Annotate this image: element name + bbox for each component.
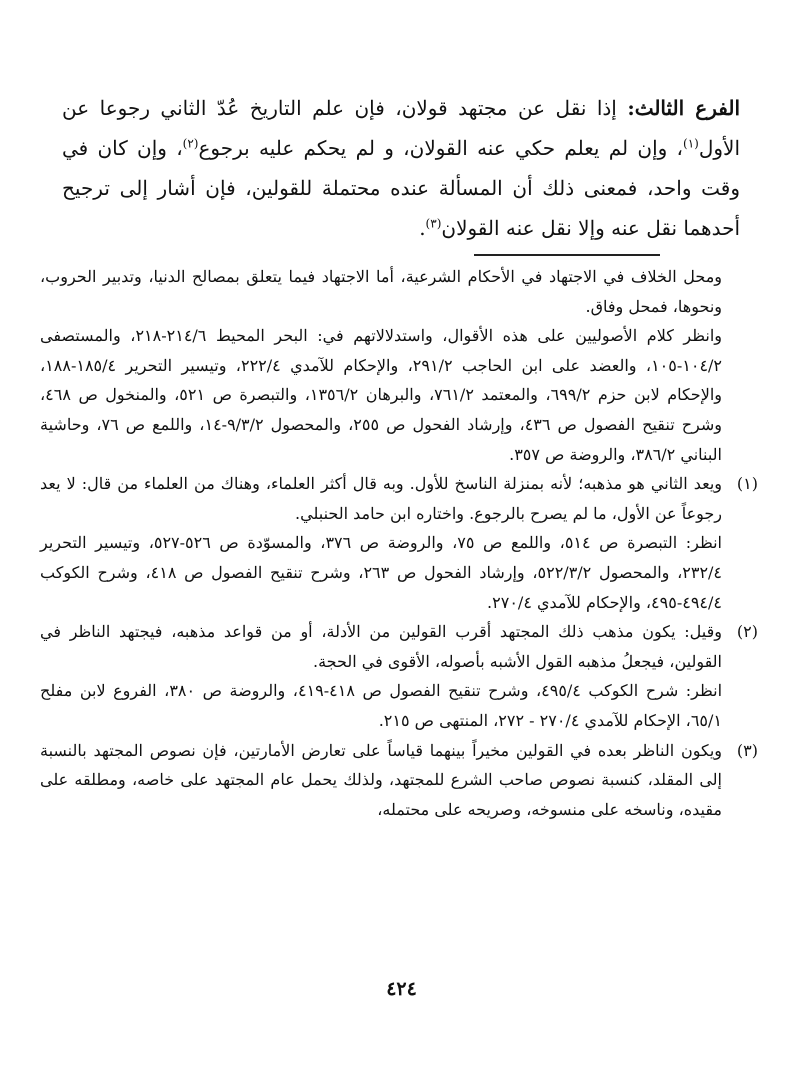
main-text-part-4: . — [419, 216, 426, 240]
footnote-1 — [40, 469, 758, 528]
footnote-carryover-references: وانظر كلام الأصوليين على هذه الأقوال، واستدلالاتهم في: البحر المحيط ٢١٤/٦-٢١٨، والمستصفى ١٠٤/٢-١٠٥، والعضد على ابن الحاجب ٢٩١/٢، والإحكام للآمدي ٢٢٢/٤، وتيسير التحرير ١٨٥/٤-١٨٨، والإحكام لابن حزم ٦٩٩/٢، والمعتمد ٧٦١/٢، والبرهان ١٣٥٦/٢، والتبصرة ص ٥٢١، والمنخول ص ٤٦٨، وشرح تنقيح الفصول ص ٤٣٦، وإرشاد الفحول ص ٢٥٥، والمحصول ٩/٣/٢-١٤، واللمع ص ٧٦، وحاشية البناني ٣٨٦/٢، والروضة ص ٣٥٧. — [40, 326, 723, 464]
footnote-3 — [40, 736, 758, 825]
main-text-part-2: ، وإن لم يعلم حكي عنه القولان، و لم يحكم عليه برجوع — [198, 136, 684, 160]
footnotes-section — [40, 262, 758, 824]
footnote-carryover-text: ومحل الخلاف في الاجتهاد في الأحكام الشرعية، أما الاجتهاد فيما يتعلق بمصالح الدنيا، وتدبير الحروب، ونحوها، فمحل وفاق. — [40, 267, 722, 316]
footnote-2-text: وقيل: يكون مذهب ذلك المجتهد أقرب القولين من الأدلة، أو من قواعد مذهبه، فيجتهد الناظر في القولين، فيجعلُ مذهبه القول الأشبه بأصوله، الأقوى في الحجة. — [40, 622, 722, 671]
section-heading-term: الفرع الثالث: — [627, 96, 740, 120]
footnote-3-text: ويكون الناظر بعده في القولين مخيراً بينهما قياساً على تعارض الأمارتين، فإن نصوص المجتهد بالنسبة إلى المقلد، كنسبة نصوص صاحب الشرع للمجتهد، ولذلك يحمل عام المجتهد على خاصه، ومطلقه على مقيده، وناسخه على منسوخه، وصريحه على محتمله، — [40, 740, 722, 819]
footnote-3-number: (٣) — [736, 740, 758, 760]
main-paragraph — [62, 88, 740, 248]
footnote-ref-3[interactable]: (٣) — [425, 216, 442, 231]
footnote-2-references: انظر: شرح الكوكب ٤٩٥/٤، وشرح تنقيح الفصول ص ٤١٨-٤١٩، والروضة ص ٣٨٠، الفروع لابن مفلح ٦٥/١، الإحكام للآمدي ٢٧٠/٤ - ٢٧٢، المنتهى ص ٢١٥. — [40, 681, 723, 730]
footnote-ref-2[interactable]: (٢) — [182, 136, 199, 151]
footnote-1-references: انظر: التبصرة ص ٥١٤، واللمع ص ٧٥، والروضة ص ٣٧٦، والمسوّدة ص ٥٢٦-٥٢٧، وتيسير التحرير ٢٣٢/٤، والمحصول ٥٢٢/٣/٢، وإرشاد الفحول ص ٢٦٣، وشرح تنقيح الفصول ص ٤١٨، وشرح الكوكب ٤٩٤/٤-٤٩٥، والإحكام للآمدي ٢٧٠/٤. — [40, 533, 723, 612]
main-text-part-1: إذا نقل عن مجتهد قولان، فإن علم التاريخ عُدّ الثاني رجوعا عن الأول — [62, 96, 740, 160]
footnote-2 — [40, 617, 758, 676]
page-number: ٤٢٤ — [386, 978, 417, 1000]
footnote-2-number: (٢) — [736, 622, 758, 642]
footnote-1-text: ويعد الثاني هو مذهبه؛ لأنه بمنزلة الناسخ للأول. وبه قال أكثر العلماء، وهناك من العلماء من قال: لا يعد رجوعاً عن الأول، ما لم يصرح بالرجوع. واختاره ابن حامد الحنبلي. — [40, 474, 722, 523]
footnote-separator — [474, 254, 660, 256]
footnote-1-number: (١) — [736, 474, 758, 494]
main-text-part-3: ، وإن كان في وقت واحد، فمعنى ذلك أن المسألة عنده محتملة للقولين، فإن أشار إلى ترجيح أحدهما نقل عنه وإلا نقل عنه القولان — [62, 136, 740, 240]
footnote-ref-1[interactable]: (١) — [683, 136, 699, 151]
